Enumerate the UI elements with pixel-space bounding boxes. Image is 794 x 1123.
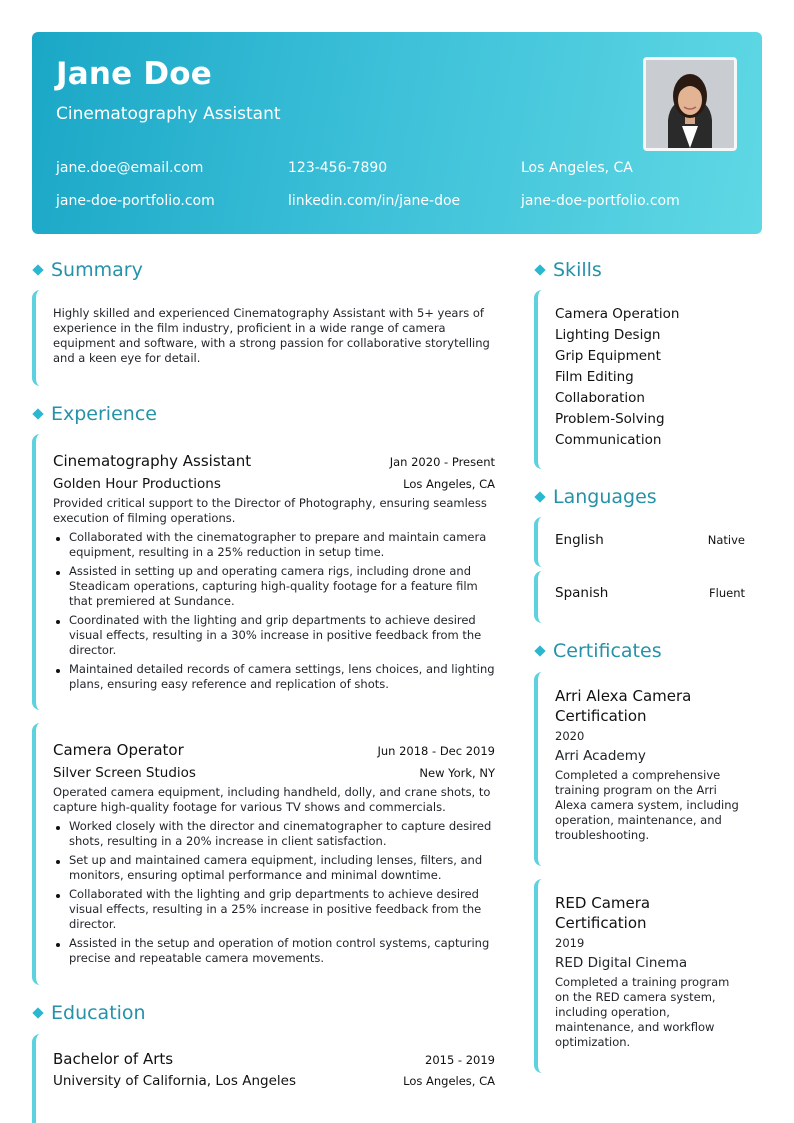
job-entry [32,434,495,710]
skill-item: Collaboration [555,390,645,406]
language-entry [534,517,745,567]
education-heading-text: Education [51,1002,146,1024]
skill-item: Grip Equipment [555,348,661,364]
languages-heading-text: Languages [553,486,657,508]
summary-text: Highly skilled and experienced Cinematography Assistant with 5+ years of experience in the film industry, proficient in a wide range of camera equipment and software, with a strong passion for collaborative storytelling and a keen eye for detail. [53,306,490,365]
profile-photo [643,57,737,151]
language-level: Fluent [709,586,745,600]
profile-photo-image [646,60,734,148]
certificate-year: 2019 [555,936,585,950]
candidate-name: Jane Doe [56,56,212,92]
certificate-entry [534,879,745,1073]
summary-section [32,290,495,386]
experience-heading-text: Experience [51,403,157,425]
language-name: English [555,532,604,548]
job-bullet: Assisted in setting up and operating camera rigs, including drone and Steadicam operations, capturing high-quality footage for a feature film that premiered at Sundance. [53,564,495,609]
diamond-icon [534,264,545,275]
job-bullet: Set up and maintained camera equipment, including lenses, filters, and monitors, ensuring optimal performance and minimal downtime. [53,853,495,883]
skill-item: Problem-Solving [555,411,665,427]
resume-header [32,32,762,234]
certificate-year: 2020 [555,729,585,743]
certificate-entry [534,672,745,866]
education-degree: Bachelor of Arts [53,1050,174,1068]
certificates-heading-text: Certificates [553,640,662,662]
diamond-icon [32,1007,43,1018]
language-entry [534,571,745,623]
contact-email[interactable]: jane.doe@email.com [56,160,204,176]
job-title: Camera Operator [53,741,184,759]
job-company: Silver Screen Studios [53,765,196,781]
job-title: Cinematography Assistant [53,452,252,470]
job-bullet: Assisted in the setup and operation of motion control systems, capturing precise and repeatable camera movements. [53,936,495,966]
contact-portfolio[interactable]: jane-doe-portfolio.com [521,193,680,209]
skill-item: Communication [555,432,662,448]
certificate-description: Completed a comprehensive training program on the Arri Alexa camera system, including operation, maintenance, and troubleshooting. [555,768,739,842]
job-bullets [53,819,495,966]
language-name: Spanish [555,585,609,601]
skill-item: Lighting Design [555,327,661,343]
skills-heading [534,259,602,281]
job-bullet: Collaborated with the cinematographer to prepare and maintain camera equipment, resulting in a 25% reduction in setup time. [53,530,495,560]
contact-linkedin[interactable]: linkedin.com/in/jane-doe [288,193,461,209]
job-company: Golden Hour Productions [53,476,221,492]
skills-heading-text: Skills [553,259,602,281]
skill-item: Film Editing [555,369,634,385]
job-bullets [53,530,495,692]
contact-website[interactable]: jane-doe-portfolio.com [56,193,215,209]
experience-heading [32,403,157,425]
job-location: Los Angeles, CA [403,477,495,491]
contact-phone[interactable]: 123-456-7890 [288,160,388,176]
job-entry [32,723,495,985]
diamond-icon [534,491,545,502]
job-summary: Provided critical support to the Director of Photography, ensuring seamless execution of filming operations. [53,496,487,525]
job-dates: Jun 2018 - Dec 2019 [377,744,495,758]
job-summary: Operated camera equipment, including handheld, dolly, and crane shots, to capture high-quality footage for various TV shows and commercials. [53,785,491,814]
diamond-icon [534,645,545,656]
diamond-icon [32,408,43,419]
certificate-issuer: Arri Academy [555,748,646,764]
diamond-icon [32,264,43,275]
education-location: Los Angeles, CA [403,1074,495,1088]
job-location: New York, NY [419,766,495,780]
certificate-description: Completed a training program on the RED camera system, including operation, maintenance, and workflow optimization. [555,975,730,1049]
certificate-name: RED Camera Certification [555,894,651,932]
certificate-name: Arri Alexa Camera Certification [555,687,692,725]
job-bullet: Worked closely with the director and cinematographer to capture desired shots, resulting in a 20% increase in client satisfaction. [53,819,495,849]
skills-section [534,290,762,469]
languages-heading [534,486,657,508]
contact-location: Los Angeles, CA [521,160,633,176]
job-bullet: Collaborated with the lighting and grip departments to achieve desired visual effects, resulting in a 25% increase in positive feedback from the director. [53,887,495,932]
summary-heading [32,259,143,281]
education-entry [32,1034,495,1123]
certificates-heading [534,640,662,662]
job-bullet: Coordinated with the lighting and grip departments to achieve desired visual effects, resulting in a 30% increase in positive feedback from the director. [53,613,495,658]
job-bullet: Maintained detailed records of camera settings, lens choices, and lighting plans, ensuring easy reference and replication of shots. [53,662,495,692]
summary-heading-text: Summary [51,259,143,281]
education-heading [32,1002,146,1024]
candidate-title: Cinematography Assistant [56,104,281,124]
education-school: University of California, Los Angeles [53,1073,297,1089]
job-dates: Jan 2020 - Present [389,455,495,469]
education-dates: 2015 - 2019 [425,1053,495,1067]
certificate-issuer: RED Digital Cinema [555,955,688,971]
language-level: Native [707,533,745,547]
skill-item: Camera Operation [555,306,680,322]
